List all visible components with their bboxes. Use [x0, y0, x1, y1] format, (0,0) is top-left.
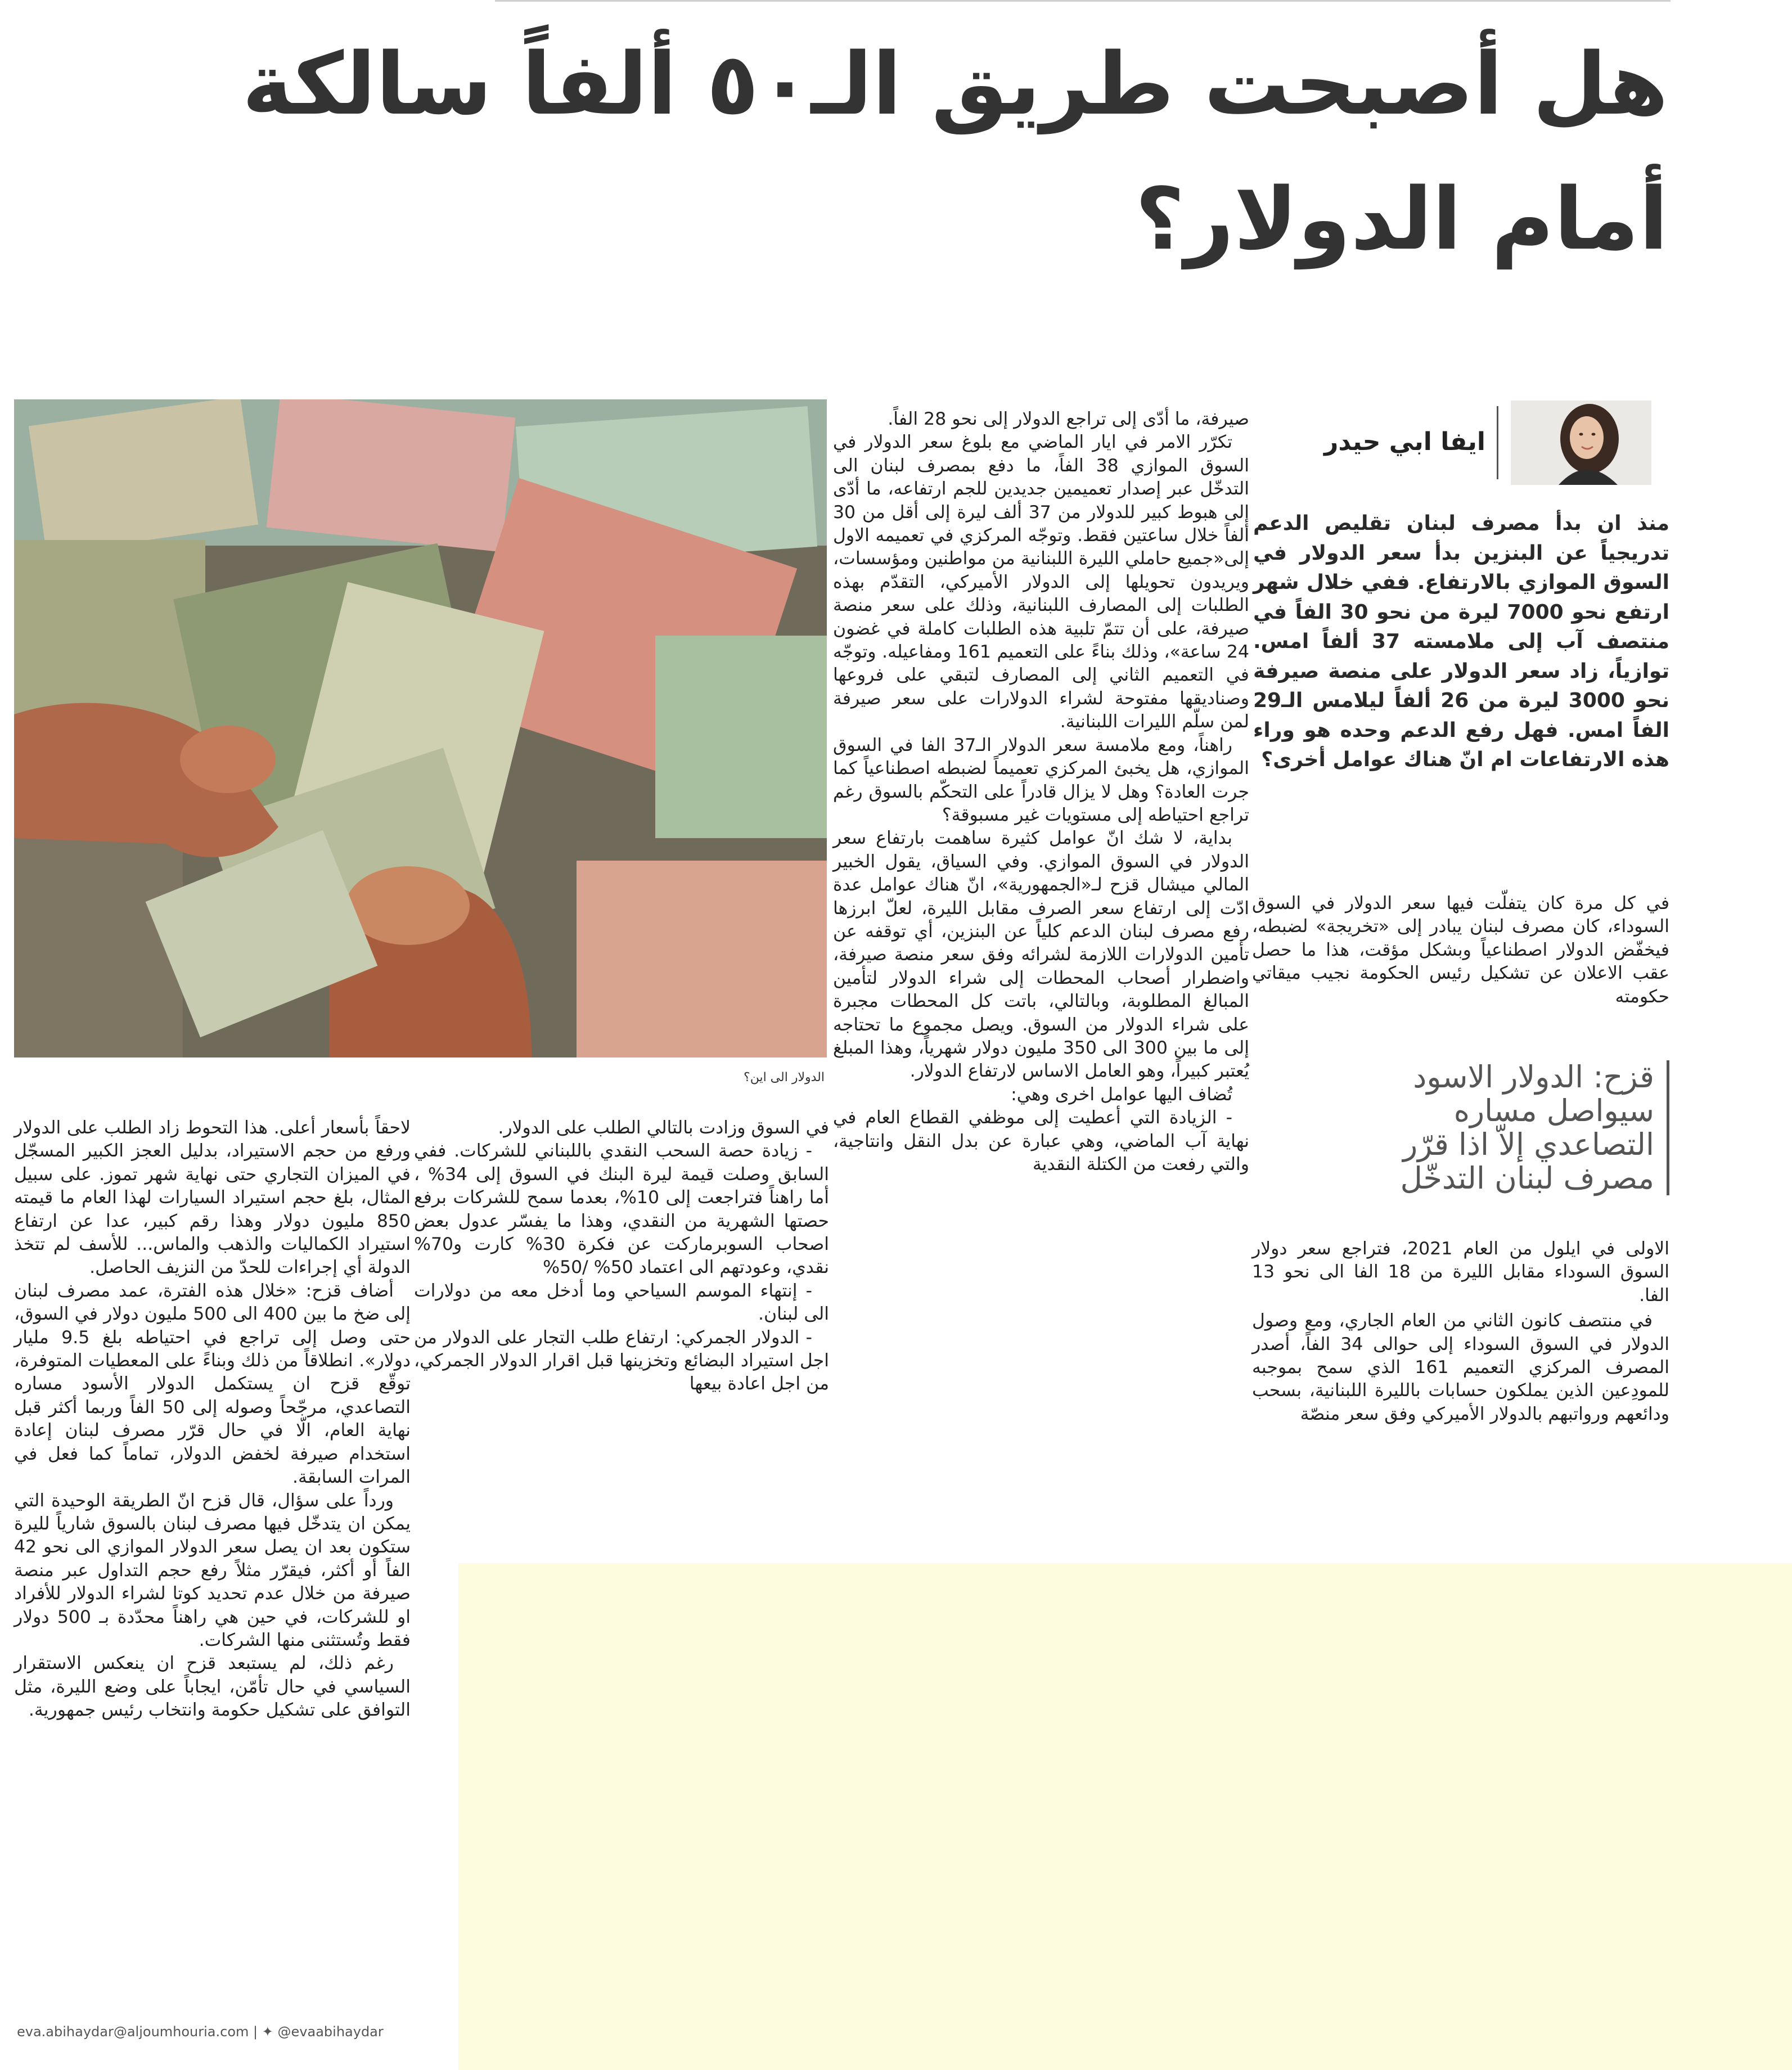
paragraph: - إنتهاء الموسم السياحي وما أدخل معه من دولارات الى لبنان. — [414, 1280, 829, 1325]
article-photo — [14, 399, 827, 1058]
paragraph: الاولى في ايلول من العام 2021، فتراجع سعر دولار السوق السوداء مقابل الليرة من 18 الفا الى نحو 13 الفا. — [1252, 1239, 1670, 1306]
paragraph: أضاف قزح: «خلال هذه الفترة، عمد مصرف لبنان إلى ضخ ما بين 400 الى 500 مليون دولار في السوق، حتى وصل إلى تراجع في احتياطه بلغ 9.5 مليار دولار». انطلاقاً من ذلك وبناءً على المعطيات المتوفرة، توقّع قزح ان يستكمل الدولار الأسود مساره التصاعدي، مرجّحاً وصوله إلى 50 الفاً وربما أكثر قبل نهاية العام، الّا في حال قرّر مصرف لبنان إعادة استخدام صيرفة لخفض الدولار، تماماً كما فعل في المرات السابقة. — [14, 1280, 411, 1488]
column-4 — [14, 1117, 411, 1722]
column-3 — [414, 1117, 829, 1396]
headline — [150, 17, 1668, 287]
paragraph: لاحقاً بأسعار أعلى. هذا التحوط زاد الطلب على الدولار ورفع من حجم الاستيراد، بدليل العجز الكبير المسجّل في الميزان التجاري حتى نهاية شهر تموز. على سبيل المثال، بلغ حجم استيراد السيارات لهذا العام ما قيمته 850 مليون دولار وهذا رقم كبير، عدا عن ارتفاع استيراد الكماليات والذهب والماس... للأسف لم تتخذ الدولة أي إجراءات للحدّ من النزيف الحاصل. — [14, 1118, 411, 1278]
author-email[interactable]: eva.abihaydar@aljoumhouria.com — [17, 2024, 249, 2040]
author-contact-footer — [17, 2024, 384, 2040]
headline-line-1: هل أصبحت طريق الـ٥٠ ألفاً سالكة — [242, 34, 1668, 134]
paragraph: رغم ذلك، لم يستبعد قزح ان ينعكس الاستقرار السياسي في حال تأمّن، ايجاباً على وضع الليرة، مثل التوافق على تشكيل حكومة وانتخاب رئيس جمهورية. — [14, 1653, 411, 1721]
author-twitter[interactable]: @evaabihaydar — [277, 2024, 384, 2040]
paragraph: في كل مرة كان يتفلّت فيها سعر الدولار في السوق السوداء، كان مصرف لبنان يبادر إلى «تخريجة» لضبطه، فيخفّض الدولار اصطناعياً وبشكل مؤقت، هذا ما حصل عقب الاعلان عن تشكيل رئيس الحكومة نجيب ميقاتي حكومته — [1252, 893, 1669, 1007]
money-photo-image — [14, 399, 827, 1058]
photo-caption: الدولار الى اين؟ — [744, 1070, 825, 1084]
lead-paragraph: منذ ان بدأ مصرف لبنان تقليص الدعم تدريجياً عن البنزين بدأ سعر الدولار في السوق الموازي بالارتفاع. ففي خلال شهر ارتفع نحو 7000 ليرة من نحو 30 الفاً في منتصف آب إلى ملامسته 37 ألفاً امس. توازياً، زاد سعر الدولار على منصة صيرفة نحو 3000 ليرة من 26 ألفاً ليلامس الـ29 الفاً امس. فهل رفع الدعم وحده هو وراء هذه الارتفاعات ام انّ هناك عوامل أخرى؟ — [1253, 512, 1669, 771]
paragraph: تكرّر الامر في ايار الماضي مع بلوغ سعر الدولار في السوق الموازي 38 الفاً، ما دفع بمصرف لبنان الى التدخّل عبر إصدار تعميمين جديدين للجم ارتفاعه، ما أدّى إلى هبوط كبير للدولار من 37 ألف ليرة إلى أقل من 30 ألفاً خلال ساعتين فقط. وتوجّه المركزي في تعميمه الاول إلى«جميع حاملي الليرة اللبنانية من مواطنين ومؤسسات، ويريدون تحويلها إلى الدولار الأميركي، التقدّم بهذه الطلبات إلى المصارف اللبنانية، وذلك على سعر منصة صيرفة، على أن تتمّ تلبية هذه الطلبات كاملة في غضون 24 ساعة»، وذلك بناءً على التعميم 161 ومفاعيله. وتوجّه في التعميم الثاني إلى المصارف لتبقي على فروعها وصناديقها مفتوحة لشراء الدولارات على سعر صيرفة لمن سلّم الليرات اللبنانية. — [833, 432, 1250, 732]
headline-line-2: أمام الدولار؟ — [1135, 169, 1668, 269]
twitter-icon: ✦ — [262, 2024, 273, 2040]
paragraph: في منتصف كانون الثاني من العام الجاري، ومع وصول الدولار في السوق السوداء إلى حوالى 34 الفاً، أصدر المصرف المركزي التعميم 161 الذي سمح بموجبه للمودِعين الذين يملكون حسابات بالليرة اللبنانية، بسحب ودائعهم ورواتبهم بالدولار الأميركي وفق سعر منصّة — [1252, 1311, 1669, 1424]
paragraph: راهناً، ومع ملامسة سعر الدولار الـ37 الفا في السوق الموازي، هل يخبئ المركزي تعميماً لضبطه اصطناعياً كما جرت العادة؟ وهل لا يزال قادراً على التحكّم بالسوق رغم تراجع احتياطه إلى مستويات غير مسبوقة؟ — [833, 735, 1249, 825]
footer-separator: | — [253, 2024, 258, 2040]
empty-yellow-panel — [458, 1563, 1792, 2070]
paragraph: تُضاف اليها عوامل اخرى وهي: — [1011, 1084, 1232, 1105]
pull-quote: قزح: الدولار الاسود سيواصل مساره التصاعدي إلاّ اذا قرّر مصرف لبنان التدخّل — [1350, 1060, 1669, 1195]
top-rule — [495, 0, 1671, 2]
author-name: ايفا ابي حيدر — [1324, 428, 1485, 456]
paragraph: - زيادة حصة السحب النقدي باللبناني للشركات. ففي السابق وصلت قيمة ليرة البنك في السوق إلى 34% ، أما راهناً فتراجعت إلى 10%، بعدما سمح للشركات برفع حصتها الشهرية من النقدي، وهذا ما يفسّر عدول بعض اصحاب السوبرماركت عن فكرة 30% كارت و70% نقدي، وعودتهم الى اعتماد 50% /50% — [414, 1141, 829, 1278]
paragraph: في السوق وزادت بالتالي الطلب على الدولار. — [498, 1118, 829, 1138]
paragraph: - الدولار الجمركي: ارتفاع طلب التجار على الدولار من اجل استيراد البضائع وتخزينها قبل اقرار الدولار الجمركي، من اجل اعادة بيعها — [414, 1327, 829, 1394]
author-photo — [1511, 400, 1651, 485]
column-1-upper — [1252, 892, 1669, 1009]
paragraph: بداية، لا شك انّ عوامل كثيرة ساهمت بارتفاع سعر الدولار في السوق الموازي. وفي السياق، يقول الخبير المالي ميشال قزح لـ«الجمهورية»، انّ هناك عوامل عدة ادّت إلى ارتفاع سعر الصرف مقابل الليرة، لعلّ ابرزها رفع مصرف لبنان الدعم كلياً عن البنزين، أي توقفه عن تأمين الدولارات اللازمة لشرائه وفق سعر منصة صيرفة، واضطرار أصحاب المحطات إلى شراء الدولار لتأمين المبالغ المطلوبة، وبالتالي، باتت كل المحطات مجبرة على شراء الدولار من السوق. ويصل مجموع ما تحتاجه إلى ما بين 300 الى 350 مليون دولار شهرياً، وهذا المبلغ يُعتبر كبيراً، وهو العامل الاساس لارتفاع الدولار. — [833, 828, 1249, 1082]
paragraph: صيرفة، ما أدّى إلى تراجع الدولار إلى نحو 28 الفاً. — [888, 409, 1249, 429]
author-byline — [1324, 400, 1651, 485]
paragraph: ورداً على سؤال، قال قزح انّ الطريقة الوحيدة التي يمكن ان يتدخّل فيها مصرف لبنان بالسوق شارياً لليرة ستكون بعد ان يصل سعر الدولار الموازي الى نحو 42 الفاً أو أكثر، فيقرّر مثلاً رفع حجم التداول عبر منصة صيرفة من خلال عدم تحديد كوتا لشراء الدولار للأفراد او للشركات، في حين هي راهناً محدّدة بـ 500 دولار فقط وتُستثنى منها الشركات. — [14, 1490, 411, 1650]
paragraph: - الزيادة التي أعطيت إلى موظفي القطاع العام في نهاية آب الماضي، وهي عبارة عن بدل النقل وانتاجية، والتي رفعت من الكتلة النقدية — [833, 1108, 1249, 1174]
column-1-lower — [1252, 1238, 1669, 1426]
author-portrait-image — [1511, 400, 1651, 485]
column-2 — [833, 408, 1249, 1176]
author-separator — [1497, 406, 1498, 479]
